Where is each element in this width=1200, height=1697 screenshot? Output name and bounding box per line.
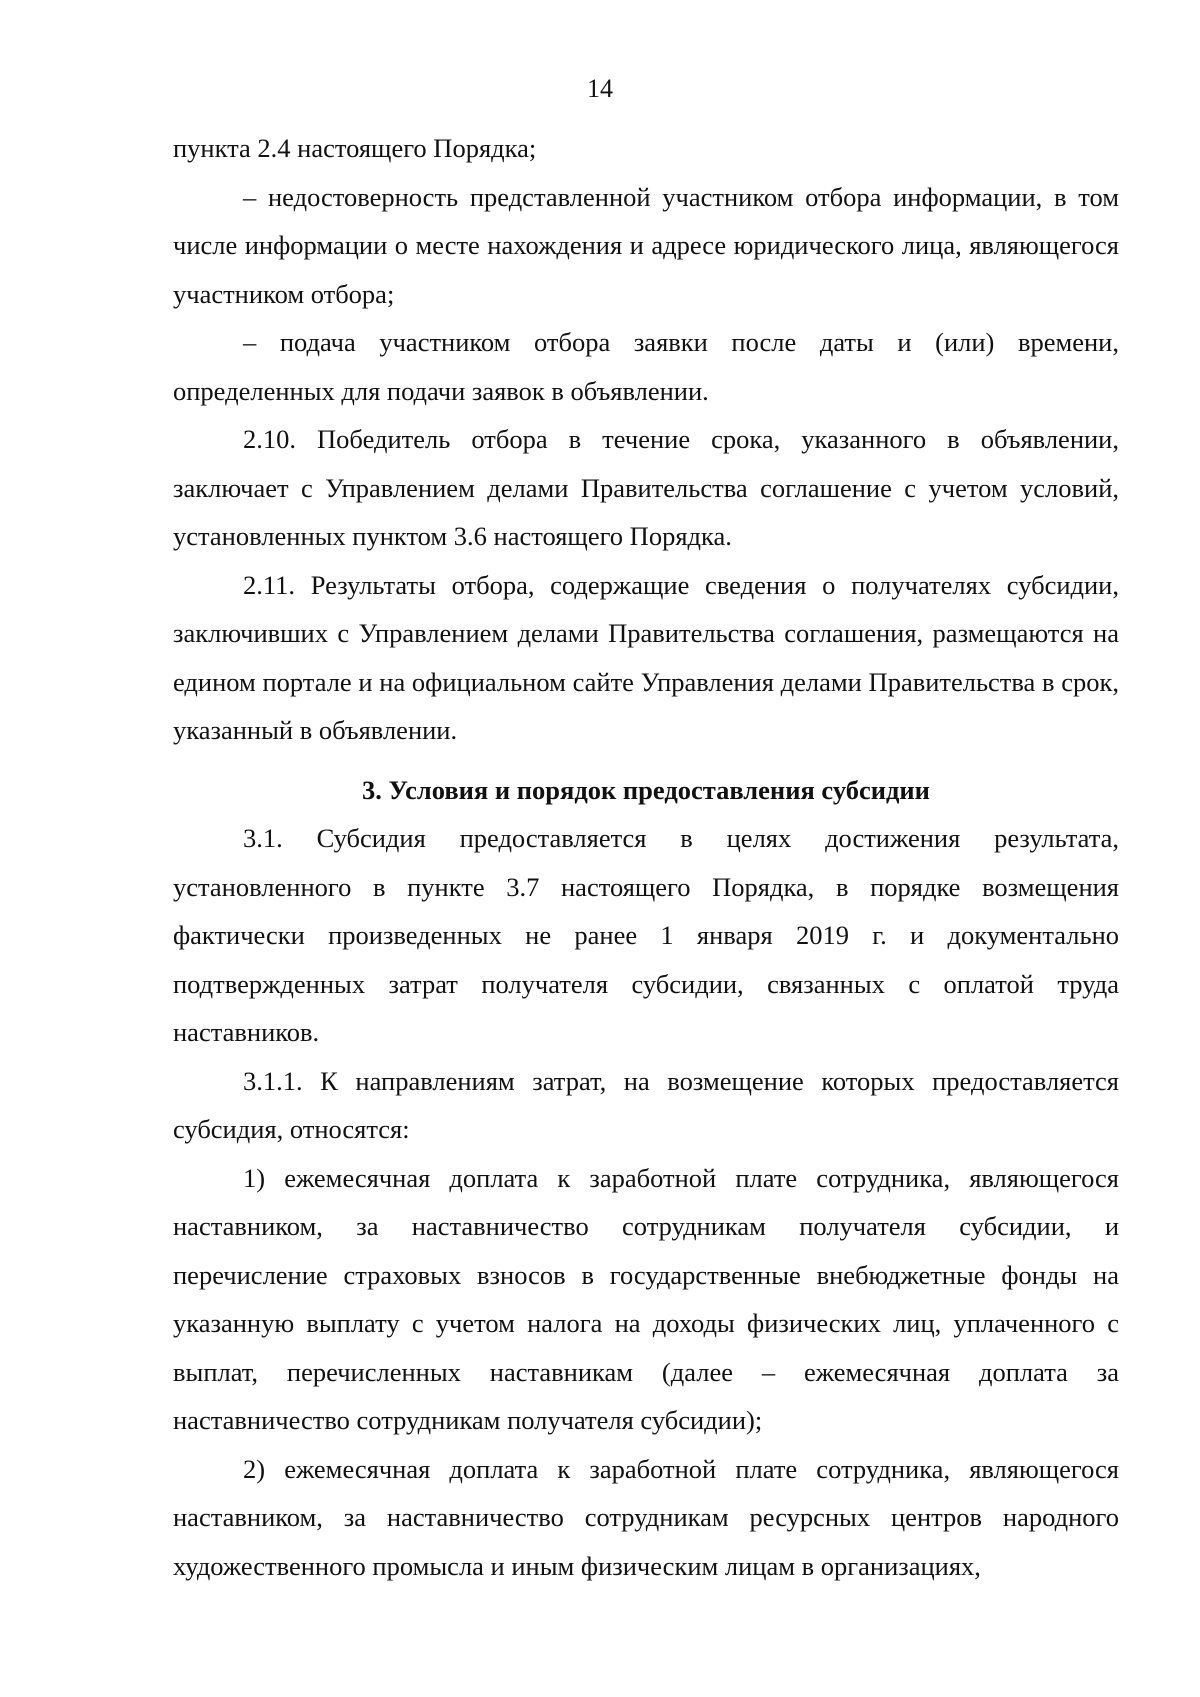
paragraph-continuation: пункта 2.4 настоящего Порядка; xyxy=(173,133,537,163)
paragraph-2-11: 2.11. Результаты отбора, содержащие сведения о получателях субсидии, заключивших с Управлением делами Правительства соглашения, размещаются на едином портале и на официальном сайте Управления делами Правительства в срок, указанный в объявлении. xyxy=(173,569,1119,745)
section-3-heading: 3. Условия и порядок предоставления субсидии xyxy=(362,774,930,805)
list-item-1: 1) ежемесячная доплата к заработной плате сотрудника, являющегося наставником, за наставничество сотрудникам получателя субсидии, и перечисление страховых взносов в государственные внебюджетные фонды на указанную выплату с учетом налога на доходы физических лиц, уплаченного с выплат, перечисленных наставникам (далее – ежемесячная доплата за наставничество сотрудникам получателя субсидии); xyxy=(173,1162,1119,1435)
paragraph-late-submission: – подача участником отбора заявки после даты и (или) времени, определенных для подачи заявок в объявлении. xyxy=(173,327,1119,406)
document-body xyxy=(173,124,1119,1590)
paragraph-2-10: 2.10. Победитель отбора в течение срока, указанного в объявлении, заключает с Управлением делами Правительства соглашение с учетом условий, установленных пунктом 3.6 настоящего Порядка. xyxy=(173,424,1119,551)
paragraph-unreliable-information: – недостоверность представленной участником отбора информации, в том числе информации о месте нахождения и адресе юридического лица, являющегося участником отбора; xyxy=(173,181,1119,309)
paragraph-3-1-1: 3.1.1. К направлениям затрат, на возмещение которых предоставляется субсидия, относятся: xyxy=(173,1065,1119,1144)
list-item-2: 2) ежемесячная доплата к заработной плате сотрудника, являющегося наставником, за наставничество сотрудникам ресурсных центров народного художественного промысла и иным физическим лицам в организациях, xyxy=(173,1453,1119,1581)
paragraph-3-1: 3.1. Субсидия предоставляется в целях достижения результата, установленного в пункте 3.7 настоящего Порядка, в порядке возмещения фактически произведенных не ранее 1 января 2019 г. и документально подтвержденных затрат получателя субсидии, связанных с оплатой труда наставников. xyxy=(173,823,1119,1047)
page-number: 14 xyxy=(587,74,613,103)
